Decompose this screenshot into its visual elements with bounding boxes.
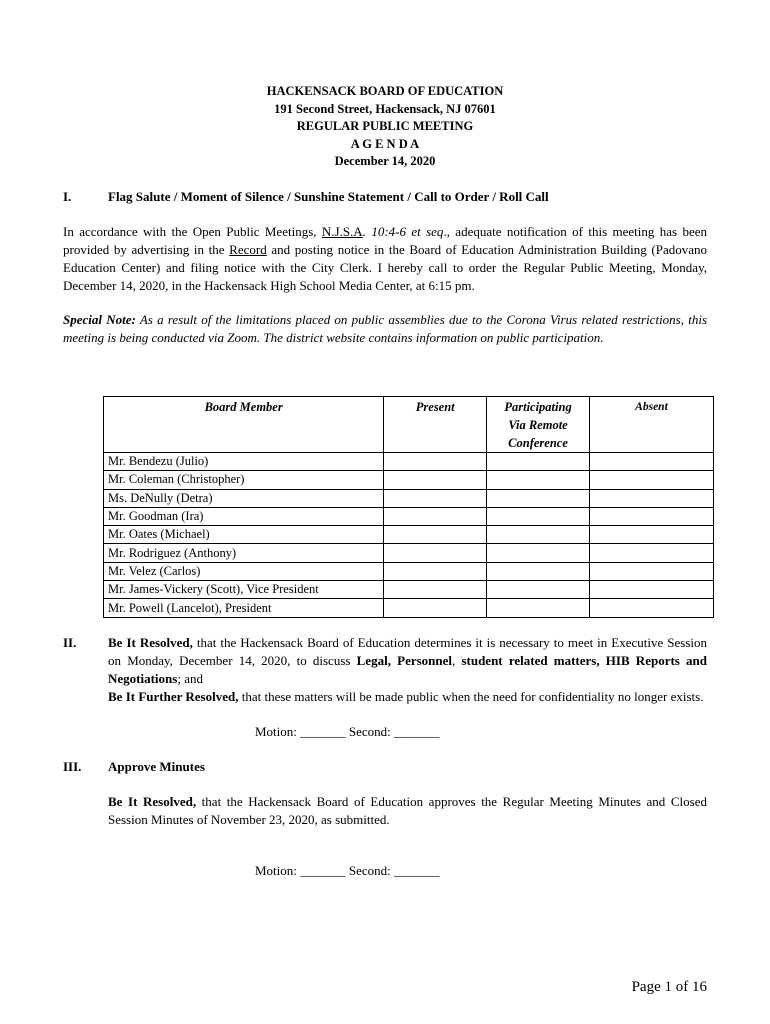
header-remote-line1: Participating: [504, 400, 572, 414]
absent-cell: [589, 562, 713, 580]
njsa-section: . 10:4-6 et seq: [362, 224, 444, 239]
present-cell: [384, 581, 487, 599]
executive-session-resolution: [108, 634, 707, 688]
member-name: Mr. Coleman (Christopher): [104, 471, 384, 489]
absent-cell: [589, 453, 713, 471]
present-cell: [384, 471, 487, 489]
remote-cell: [487, 471, 590, 489]
header-remote-line3: Conference: [508, 436, 568, 450]
absent-cell: [589, 471, 713, 489]
table-row: [104, 544, 714, 562]
section-3-motion: Motion: _______ Second: _______: [255, 863, 440, 878]
remote-cell: [487, 581, 590, 599]
remote-cell: [487, 544, 590, 562]
sunshine-text-a: In accordance with the Open Public Meetings,: [63, 224, 322, 239]
page-number: Page 1 of 16: [631, 979, 707, 995]
table-row: [104, 507, 714, 525]
section-2-number: II.: [63, 635, 77, 650]
table-row: [104, 489, 714, 507]
bold-topics-1: Legal, Personnel: [356, 653, 453, 668]
roll-call-header-row: [104, 397, 714, 453]
header-present: Present: [384, 397, 487, 453]
table-row: [104, 562, 714, 580]
section-2-motion: Motion: _______ Second: _______: [255, 724, 440, 739]
table-row: [104, 581, 714, 599]
special-note-text: As a result of the limitations placed on public assemblies due to the Corona Virus related restrictions, this meeting is being conducted via Zoom. The district website contains information on public participation.: [63, 312, 708, 345]
record-newspaper: Record: [229, 242, 267, 257]
present-cell: [384, 562, 487, 580]
sunshine-text-c: ., adequate notification of this meeting has been provided by advertising in the: [63, 224, 707, 257]
absent-cell: [589, 489, 713, 507]
section-3-number: III.: [63, 759, 82, 774]
resolved-label: Be It Resolved,: [108, 635, 193, 650]
remote-cell: [487, 526, 590, 544]
roll-call-table: [103, 396, 714, 618]
special-note: [63, 311, 707, 347]
section-3-title: Approve Minutes: [108, 759, 205, 774]
member-name: Mr. Bendezu (Julio): [104, 453, 384, 471]
member-name: Mr. Goodman (Ira): [104, 507, 384, 525]
member-name: Mr. Velez (Carlos): [104, 562, 384, 580]
remote-cell: [487, 489, 590, 507]
header-board-member: Board Member: [104, 397, 384, 453]
absent-cell: [589, 599, 713, 617]
org-address: 191 Second Street, Hackensack, NJ 07601: [274, 101, 496, 116]
section-1-number: I.: [63, 189, 72, 204]
resolution-text-a: that the Hackensack Board of Education determines it is necessary to meet in Executive Session on Monday, December 14, 2020, to discuss: [108, 635, 707, 668]
sunshine-statement: [63, 223, 707, 295]
header-absent: Absent: [589, 397, 713, 453]
further-resolved-label: Be It Further Resolved,: [108, 689, 239, 704]
further-resolved-text: that these matters will be made public when the need for confidentiality no longer exists.: [238, 689, 704, 704]
org-name: HACKENSACK BOARD OF EDUCATION: [266, 84, 504, 98]
table-row: [104, 599, 714, 617]
member-name: Mr. Oates (Michael): [104, 526, 384, 544]
section-1-title: Flag Salute / Moment of Silence / Sunshine Statement / Call to Order / Roll Call: [108, 189, 549, 204]
header-remote: [487, 397, 590, 453]
remote-cell: [487, 562, 590, 580]
table-row: [104, 453, 714, 471]
minutes-resolution: [108, 793, 707, 829]
absent-cell: [589, 581, 713, 599]
minutes-resolved-text: that the Hackensack Board of Education approves the Regular Meeting Minutes and Closed Session Minutes of November 23, 2020, as submitted.: [108, 794, 707, 827]
table-row: [104, 471, 714, 489]
member-name: Mr. Rodriguez (Anthony): [104, 544, 384, 562]
minutes-resolved-label: Be It Resolved,: [108, 794, 197, 809]
present-cell: [384, 526, 487, 544]
meeting-date: December 14, 2020: [334, 154, 436, 168]
further-resolution: [108, 688, 707, 706]
header-remote-line2: Via Remote: [508, 418, 568, 432]
member-name: Ms. DeNully (Detra): [104, 489, 384, 507]
document-header: [0, 83, 770, 171]
present-cell: [384, 489, 487, 507]
absent-cell: [589, 544, 713, 562]
present-cell: [384, 599, 487, 617]
member-name: Mr. Powell (Lancelot), President: [104, 599, 384, 617]
member-name: Mr. James-Vickery (Scott), Vice President: [104, 581, 384, 599]
remote-cell: [487, 599, 590, 617]
njsa-citation: N.J.S.A: [321, 224, 363, 239]
present-cell: [384, 544, 487, 562]
sunshine-text-d: and posting notice in the Board of Education Administration Building (Padovano Education Center) and filing notice with the City Clerk. I hereby call to order the Regular Public Meeting, Monday, December 14, 2020, in the Hackensack High School Media Center, at 6:15 pm.: [63, 242, 707, 293]
topics-separator: ,: [452, 653, 462, 668]
remote-cell: [487, 507, 590, 525]
bold-topics-2: student related matters, HIB Reports and Negotiations: [108, 653, 707, 686]
special-note-label: Special Note:: [63, 312, 136, 327]
agenda-title: A G E N D A: [350, 136, 420, 151]
resolution-text-b: ; and: [177, 671, 203, 686]
remote-cell: [487, 453, 590, 471]
meeting-type: REGULAR PUBLIC MEETING: [296, 119, 474, 133]
absent-cell: [589, 507, 713, 525]
present-cell: [384, 453, 487, 471]
present-cell: [384, 507, 487, 525]
absent-cell: [589, 526, 713, 544]
table-row: [104, 526, 714, 544]
